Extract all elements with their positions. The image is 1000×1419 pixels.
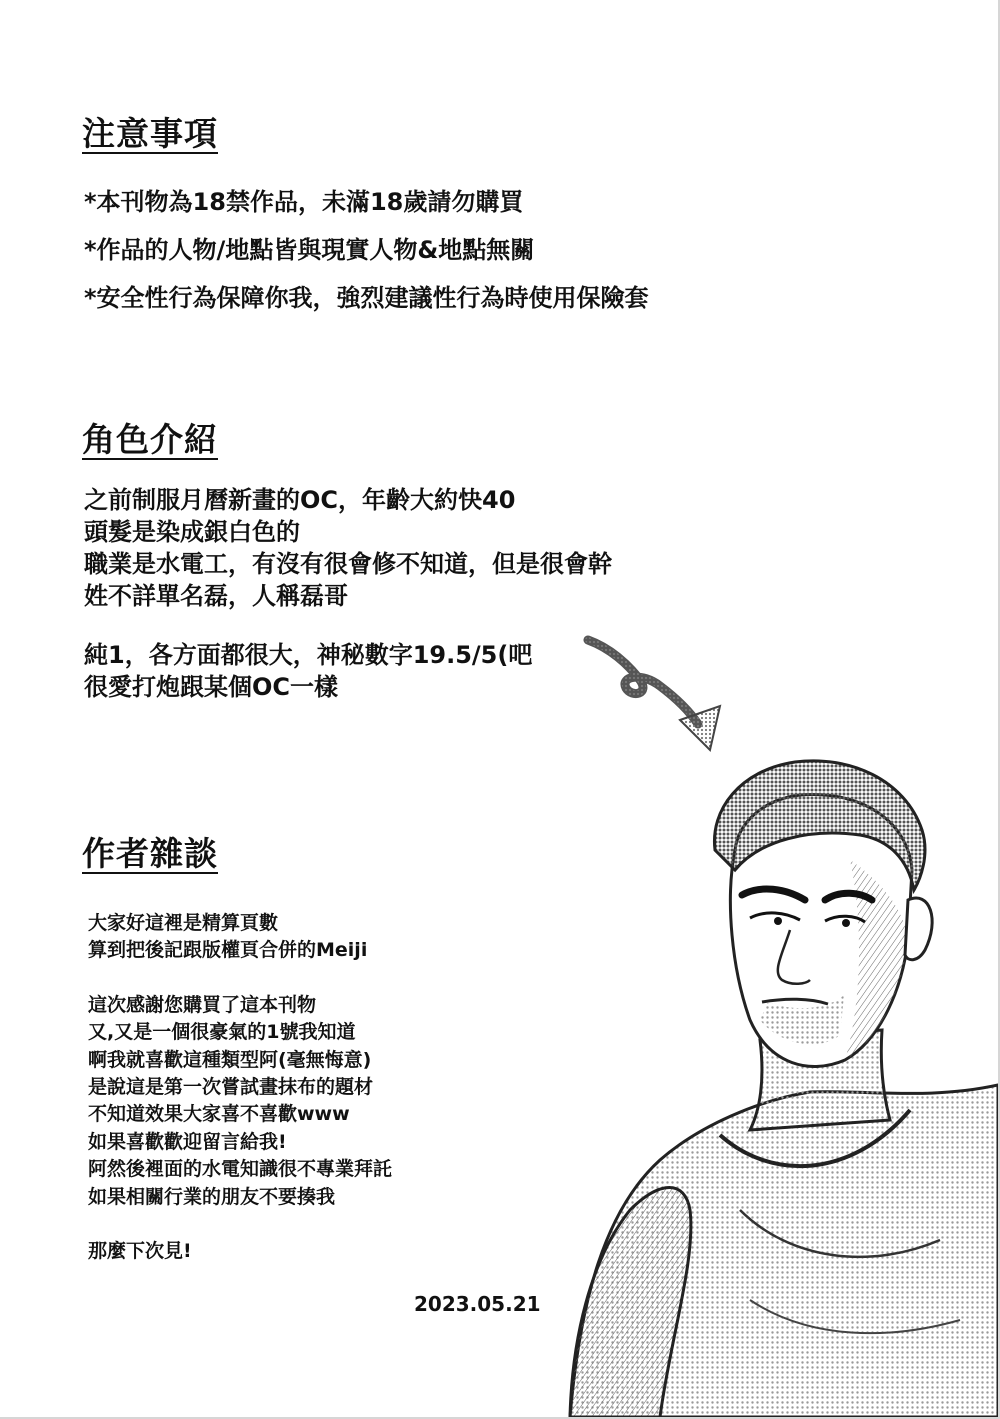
date-stamp: 2023.05.21: [414, 1292, 541, 1316]
author-talk-body: [88, 910, 392, 1265]
notice-list: [84, 178, 649, 322]
notice-heading: 注意事項: [82, 114, 218, 153]
talk-closing: 那麼下次見!: [88, 1240, 192, 1263]
talk-line: 啊我就喜歡這種類型阿(毫無悔意): [88, 1048, 372, 1071]
talk-line: 大家好這裡是精算頁數: [88, 912, 279, 934]
talk-line: 不知道效果大家喜不喜歡www: [88, 1103, 350, 1126]
man-illustration: [510, 740, 998, 1417]
curly-arrow-icon: [580, 628, 740, 758]
character-line: 頭髮是染成銀白色的: [84, 518, 300, 546]
character-line: 姓不詳單名磊，人稱磊哥: [84, 582, 348, 610]
notice-line: *安全性行為保障你我，強烈建議性行為時使用保險套: [84, 284, 649, 312]
talk-line: 阿然後裡面的水電知識很不專業拜託: [88, 1158, 393, 1181]
talk-line: 如果喜歡歡迎留言給我!: [88, 1130, 287, 1153]
character-line: 職業是水電工，有沒有很會修不知道，但是很會幹: [84, 550, 612, 578]
talk-line: 是說這是第一次嘗試畫抹布的題材: [88, 1076, 374, 1099]
talk-line: 這次感謝您購買了這本刊物: [88, 993, 317, 1016]
author-talk-heading: 作者雜談: [82, 834, 218, 873]
character-line: 之前制服月曆新畫的OC，年齡大約快40: [84, 486, 516, 514]
talk-line: 如果相關行業的朋友不要揍我: [88, 1185, 336, 1208]
characters-heading: 角色介紹: [82, 420, 218, 459]
character-line: 很愛打炮跟某個OC一樣: [84, 673, 339, 701]
notice-line: *作品的人物/地點皆與現實人物&地點無關: [84, 236, 535, 264]
character-description: [84, 484, 612, 703]
talk-line: 又,又是一個很豪氣的1號我知道: [88, 1021, 356, 1044]
character-line: 純1，各方面都很大，神秘數字19.5/5(吧: [84, 641, 533, 669]
notice-line: *本刊物為18禁作品，未滿18歲請勿購買: [84, 188, 524, 216]
talk-line: 算到把後記跟版權頁合併的Meiji: [88, 939, 368, 962]
